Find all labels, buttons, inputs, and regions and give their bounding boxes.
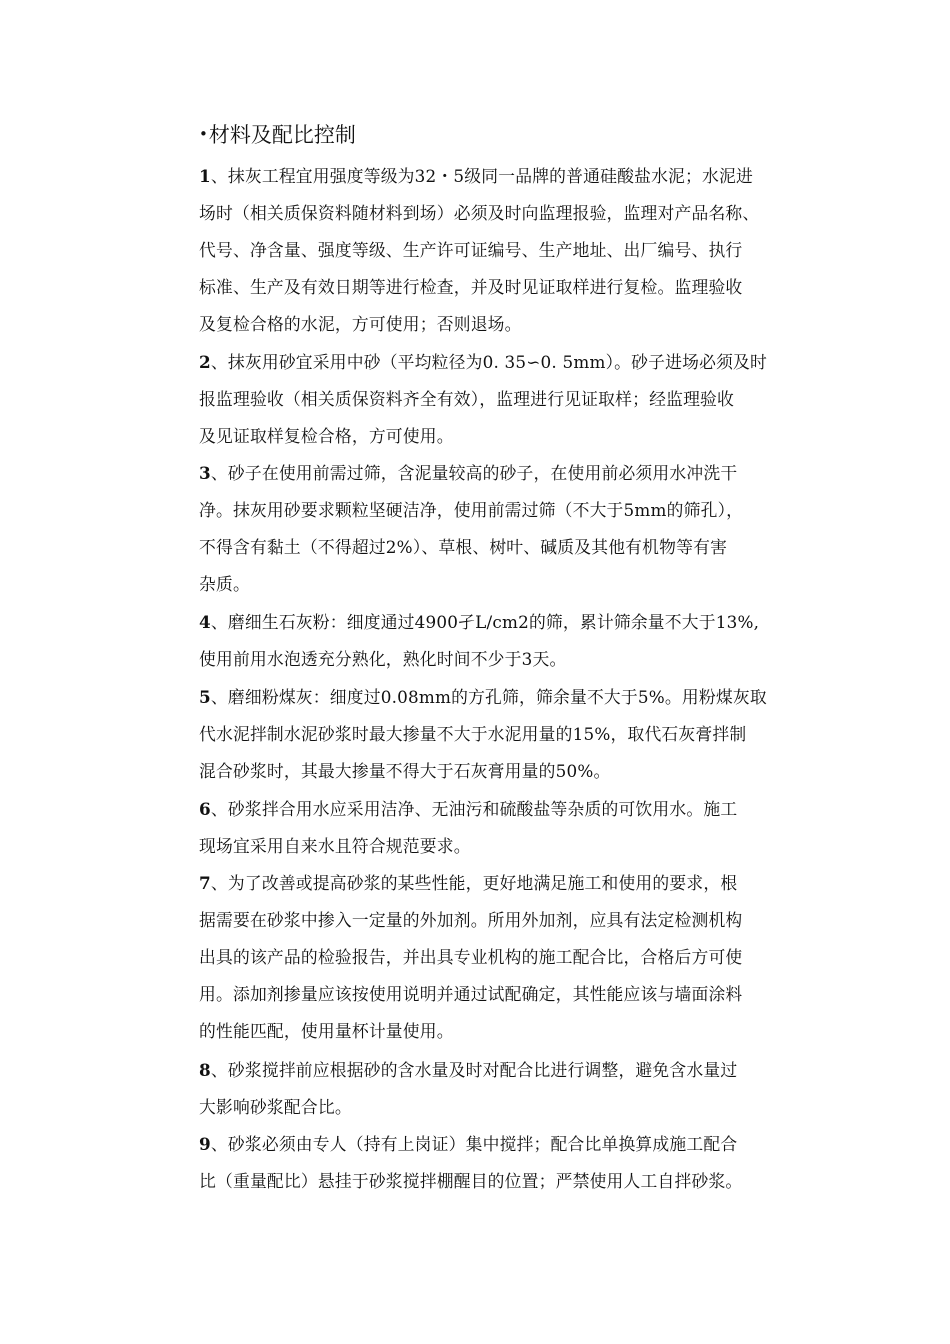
paragraph-line: 的性能匹配，使用量杯计量使用。 [199, 1021, 454, 1041]
paragraph-line: 净。抹灰用砂要求颗粒坚硬洁净，使用前需过筛（不大于5mm的筛孔）， [199, 500, 744, 520]
paragraph-line: 6、砂浆拌合用水应采用洁净、无油污和硫酸盐等杂质的可饮用水。施工 [199, 799, 738, 819]
paragraph-line: 杂质。 [199, 574, 250, 594]
paragraph-number: 9 [199, 1134, 211, 1154]
paragraph-4 [199, 604, 819, 678]
paragraph-line: 用。添加剂掺量应该按使用说明并通过试配确定，其性能应该与墙面涂料 [199, 984, 743, 1004]
paragraph-6 [199, 791, 819, 865]
paragraph-1 [199, 158, 819, 343]
paragraph-number: 1 [199, 166, 211, 186]
paragraph-2 [199, 344, 819, 455]
paragraph-line: 9、砂浆必须由专人（持有上岗证）集中搅拌；配合比单换算成施工配合 [199, 1134, 738, 1154]
paragraph-number: 5 [199, 687, 211, 707]
paragraph-line: 现场宜采用自来水且符合规范要求。 [199, 836, 471, 856]
paragraph-number: 3 [199, 463, 211, 483]
paragraph-line: 3、砂子在使用前需过筛，含泥量较高的砂子，在使用前必须用水冲洗干 [199, 463, 738, 483]
paragraph-line: 混合砂浆时，其最大掺量不得大于石灰膏用量的50%。 [199, 761, 611, 781]
paragraph-line: 标准、生产及有效日期等进行检查，并及时见证取样进行复检。监理验收 [199, 277, 743, 297]
paragraph-line: 大影响砂浆配合比。 [199, 1097, 352, 1117]
paragraph-number: 7 [199, 873, 211, 893]
paragraph-9 [199, 1126, 819, 1200]
paragraph-line: 8、砂浆搅拌前应根据砂的含水量及时对配合比进行调整，避免含水量过 [199, 1060, 738, 1080]
paragraph-line: 代水泥拌制水泥砂浆时最大掺量不大于水泥用量的15%，取代石灰膏拌制 [199, 724, 747, 744]
paragraph-8 [199, 1052, 819, 1126]
paragraph-line: 使用前用水泡透充分熟化，熟化时间不少于3天。 [199, 649, 567, 669]
paragraph-line: 及复检合格的水泥，方可使用；否则退场。 [199, 314, 522, 334]
paragraph-line: 7、为了改善或提高砂浆的某些性能，更好地满足施工和使用的要求，根 [199, 873, 738, 893]
paragraph-number: 6 [199, 799, 211, 819]
paragraph-3 [199, 455, 819, 603]
paragraph-line: 出具的该产品的检验报告，并出具专业机构的施工配合比，合格后方可使 [199, 947, 743, 967]
paragraph-line: 2、抹灰用砂宜采用中砂（平均粒径为0. 35∽0. 5mm）。砂子进场必须及时 [199, 352, 768, 372]
paragraph-line: 场时（相关质保资料随材料到场）必须及时向监理报验，监理对产品名称、 [199, 203, 760, 223]
paragraph-line: 1、抹灰工程宜用强度等级为32・5级同一品牌的普通硅酸盐水泥；水泥进 [199, 166, 753, 186]
paragraph-line: 及见证取样复检合格，方可使用。 [199, 426, 454, 446]
paragraph-line: 5、磨细粉煤灰：细度过0.08mm的方孔筛，筛余量不大于5%。用粉煤灰取 [199, 687, 767, 707]
paragraph-line: 据需要在砂浆中掺入一定量的外加剂。所用外加剂，应具有法定检测机构 [199, 910, 743, 930]
paragraph-number: 2 [199, 352, 211, 372]
paragraph-5 [199, 679, 819, 790]
section-heading-text: 材料及配比控制 [208, 123, 356, 147]
paragraph-line: 不得含有黏土（不得超过2%）、草根、树叶、碱质及其他有机物等有害 [199, 537, 728, 557]
paragraph-7 [199, 865, 819, 1050]
paragraph-line: 代号、净含量、强度等级、生产许可证编号、生产地址、出厂编号、执行 [199, 240, 743, 260]
paragraph-number: 8 [199, 1060, 211, 1080]
paragraph-line: 比（重量配比）悬挂于砂浆搅拌棚醒目的位置；严禁使用人工自拌砂浆。 [199, 1171, 743, 1191]
bullet-icon: • [199, 125, 208, 143]
paragraph-number: 4 [199, 612, 211, 632]
paragraph-line: 4、磨细生石灰粉：细度通过4900孑L/cm2的筛，累计筛余量不大于13%, [199, 612, 760, 632]
section-heading [199, 118, 356, 151]
paragraph-line: 报监理验收（相关质保资料齐全有效），监理进行见证取样；经监理验收 [199, 389, 735, 409]
